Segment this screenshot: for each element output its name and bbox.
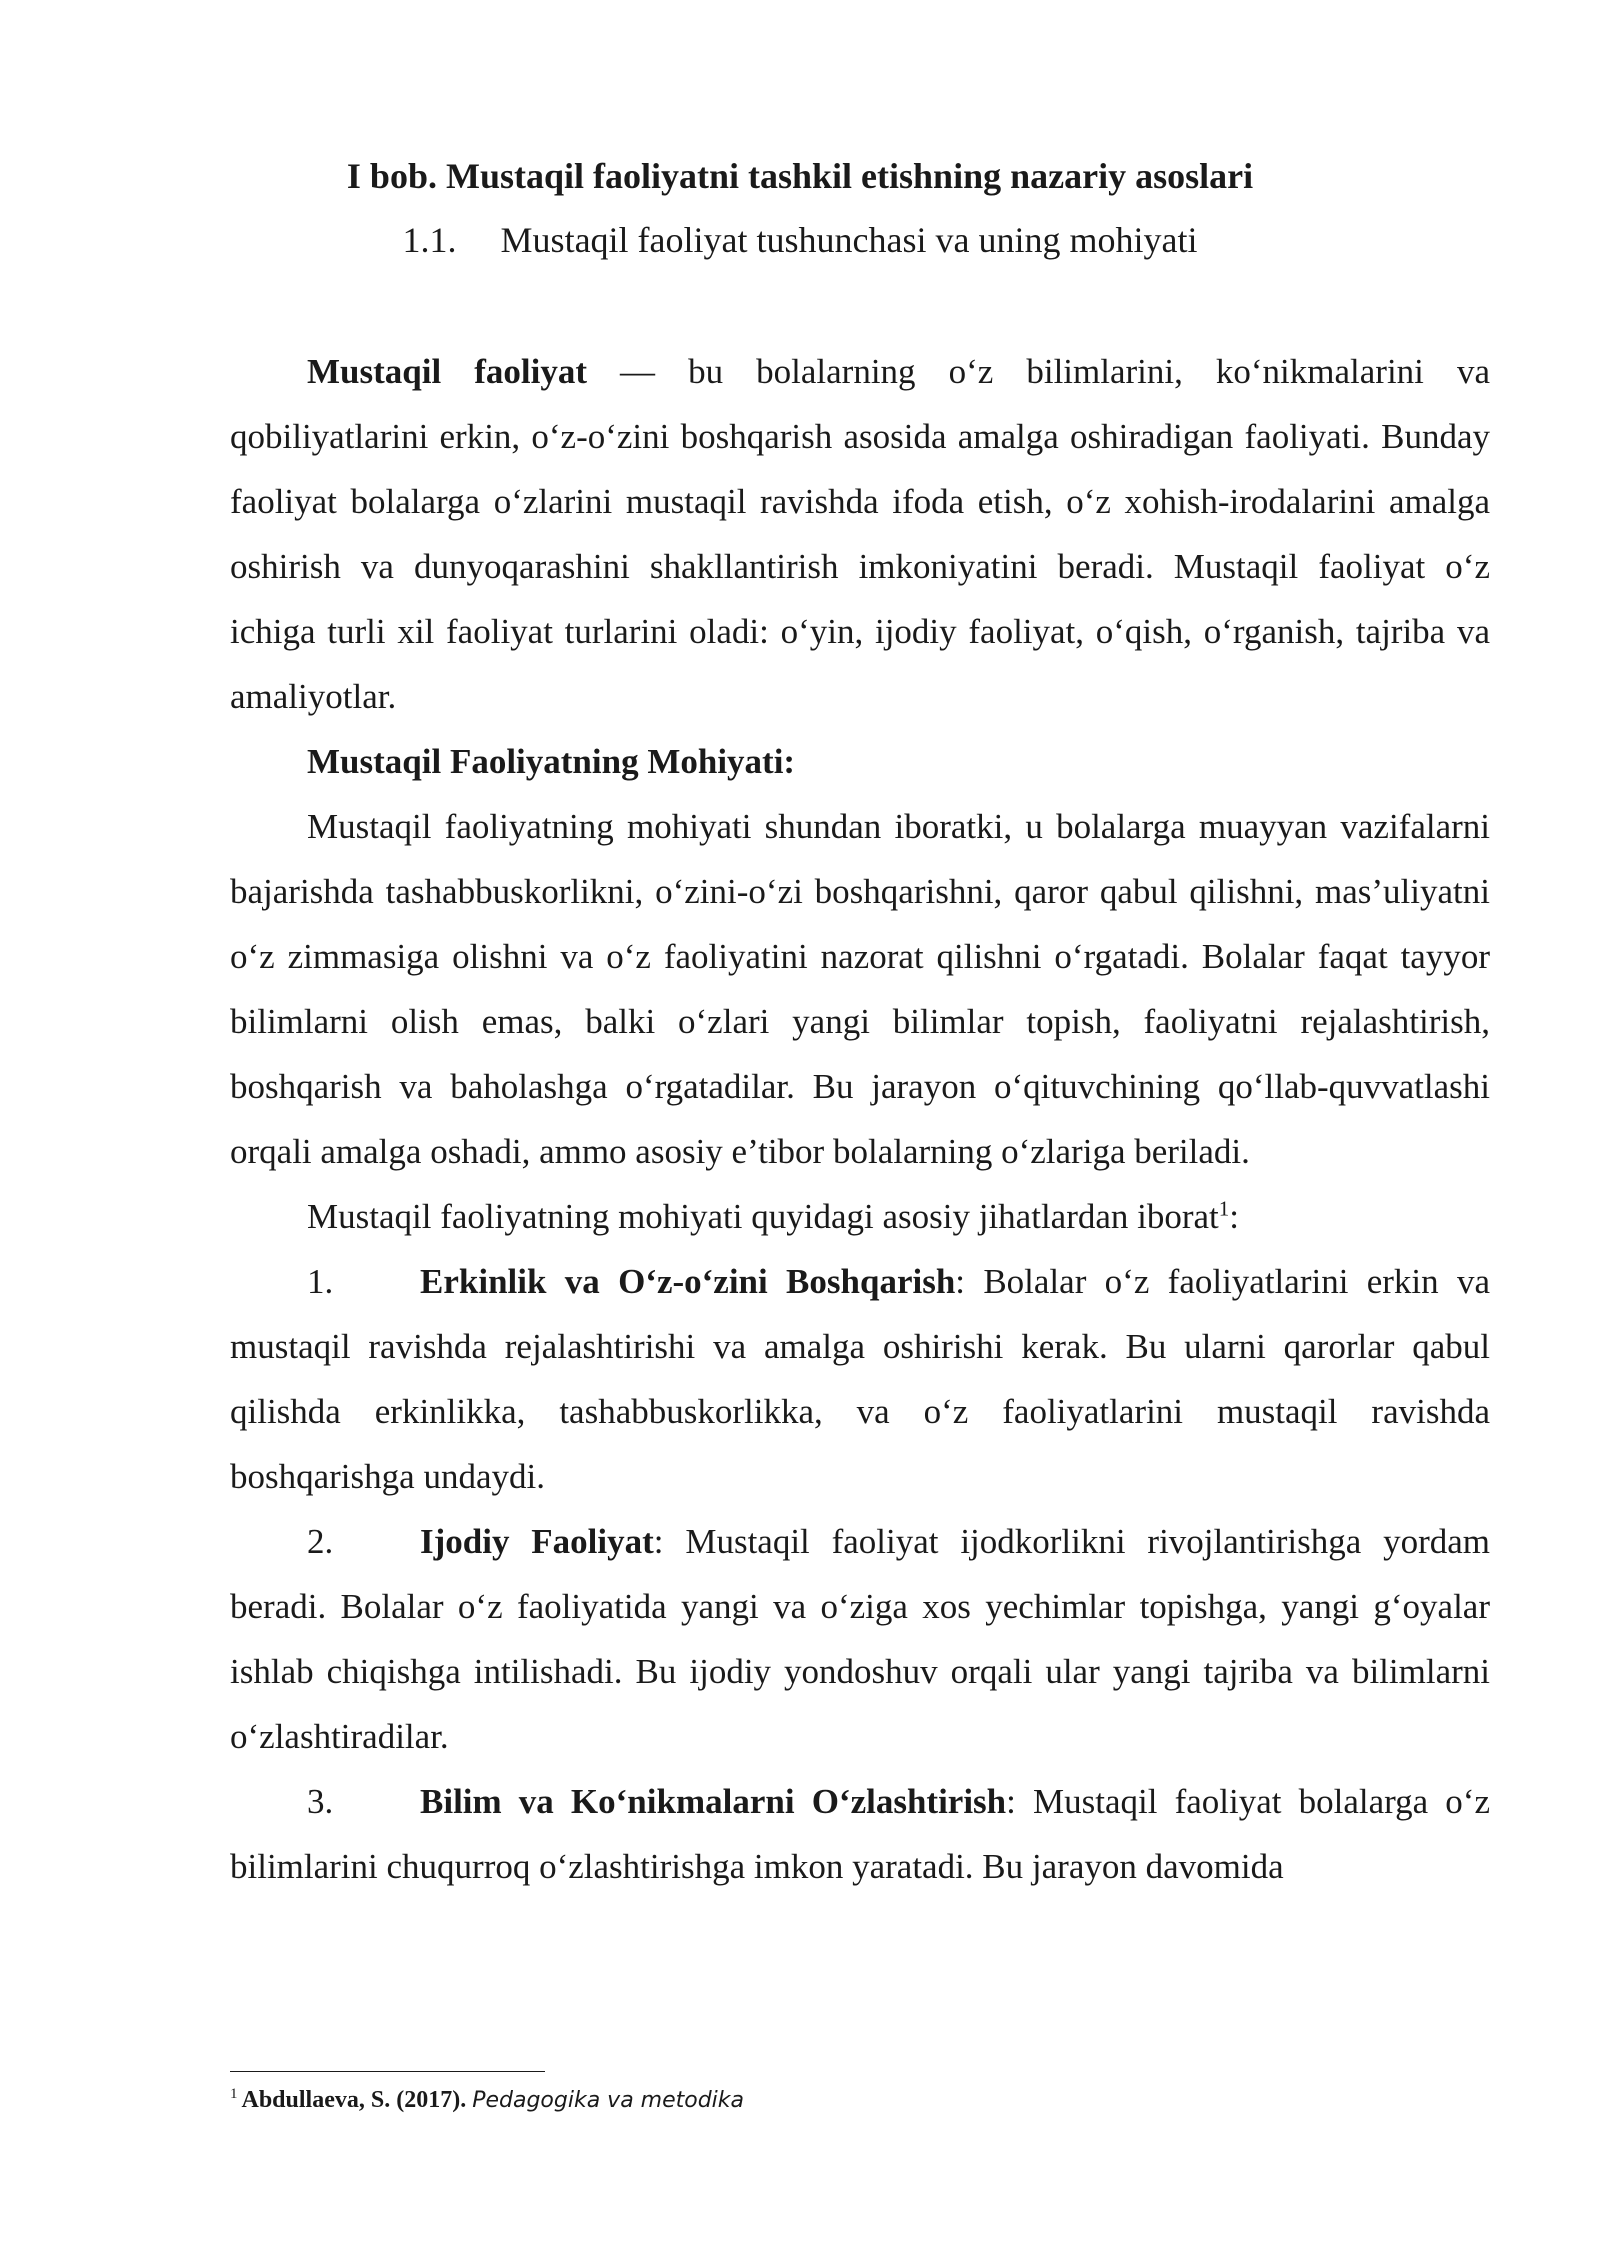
essence-paragraph: Mustaqil faoliyatning mohiyati shundan iboratki, u bolalarga muayyan vazifalarni bajarishda tashabbuskorlikni, o‘zini-o‘zi boshqarishni, qaror qabul qilishni, mas’uliyatni o‘z zimmasiga olishni va o‘z faoliyatini nazorat qilishni o‘rgatadi. Bolalar faqat tayyor bilimlarni olish emas, balki o‘zlari yangi bilimlar topish, faoliyatni rejalashtirish, boshqarish va baholashga o‘rgatadilar. Bu jarayon o‘qituvchining qo‘llab-quvvatlashi orqali amalga oshadi, ammo asosiy e’tibor bolalarning o‘zlariga beriladi.: [230, 807, 1490, 1171]
footnote-title: Pedagogika va metodika: [472, 2088, 745, 2113]
list-item-title: Erkinlik va O‘z-o‘zini Boshqarish: [420, 1262, 956, 1301]
list-item-number: 3.: [307, 1782, 334, 1821]
defined-term: Mustaqil faoliyat: [307, 352, 587, 391]
aspects-intro-text: Mustaqil faoliyatning mohiyati quyidagi asosiy jihatlardan iborat: [307, 1197, 1219, 1236]
section-title: [0, 212, 1600, 268]
subheading-text: Mustaqil Faoliyatning Mohiyati:: [307, 742, 796, 781]
section-number: 1.1.: [402, 220, 457, 260]
list-item-number: 2.: [307, 1522, 334, 1561]
list-item: [230, 1509, 1490, 1769]
list-item-text: : Bolalar o‘z faoliyatlarini erkin va mustaqil ravishda rejalashtirishi va amalga oshirishi kerak. Bu ularni qarorlar qabul qilishda erkinlikka, tashabbuskorlikka, va o‘z faoliyatlarini mustaqil ravishda boshqarishga undaydi.: [230, 1262, 1490, 1496]
footnote-separator: [230, 2071, 545, 2072]
list-item-number: 1.: [307, 1262, 334, 1301]
list-item-title: Bilim va Ko‘nikmalarni O‘zlashtirish: [420, 1782, 1007, 1821]
subheading: [230, 729, 1490, 794]
footnote: [230, 2082, 1490, 2119]
section-title-text: Mustaqil faoliyat tushunchasi va uning mohiyati: [500, 220, 1198, 260]
footnote-mark: 1: [230, 2086, 238, 2102]
list-item: [230, 1249, 1490, 1509]
footnote-reference[interactable]: 1: [1218, 1196, 1230, 1221]
definition-paragraph: [230, 339, 1490, 729]
list-item-title: Ijodiy Faoliyat: [420, 1522, 654, 1561]
aspects-intro-tail: :: [1229, 1197, 1240, 1236]
body-text: [230, 339, 1490, 1899]
definition-text: — bu bolalarning o‘z bilimlarini, ko‘nikmalarini va qobiliyatlarini erkin, o‘z-o‘zini boshqarish asosida amalga oshiradigan faoliyati. Bunday faoliyat bolalarga o‘zlarini mustaqil ravishda ifoda etish, o‘z xohish-irodalarini amalga oshirish va dunyoqarashini shakllantirish imkoniyatini beradi. Mustaqil faoliyat o‘z ichiga turli xil faoliyat turlarini oladi: o‘yin, ijodiy faoliyat, o‘qish, o‘rganish, tajriba va amaliyotlar.: [230, 352, 1490, 716]
list-item-text: : Mustaqil faoliyat bolalarga o‘z bilimlarini chuqurroq o‘zlashtirishga imkon yaratadi. Bu jarayon davomida: [230, 1782, 1490, 1886]
chapter-title: I bob. Mustaqil faoliyatni tashkil etishning nazariy asoslari: [346, 156, 1254, 196]
list-item: [230, 1769, 1490, 1899]
footnote-author: Abdullaeva, S. (2017).: [241, 2087, 467, 2113]
list-item-text: : Mustaqil faoliyat ijodkorlikni rivojlantirishga yordam beradi. Bolalar o‘z faoliyatida yangi va o‘ziga xos yechimlar topishga, yangi g‘oyalar ishlab chiqishga intilishadi. Bu ijodiy yondoshuv orqali ular yangi tajriba va bilimlarni o‘zlashtiradilar.: [230, 1522, 1491, 1756]
aspects-intro-paragraph: [230, 1184, 1490, 1249]
